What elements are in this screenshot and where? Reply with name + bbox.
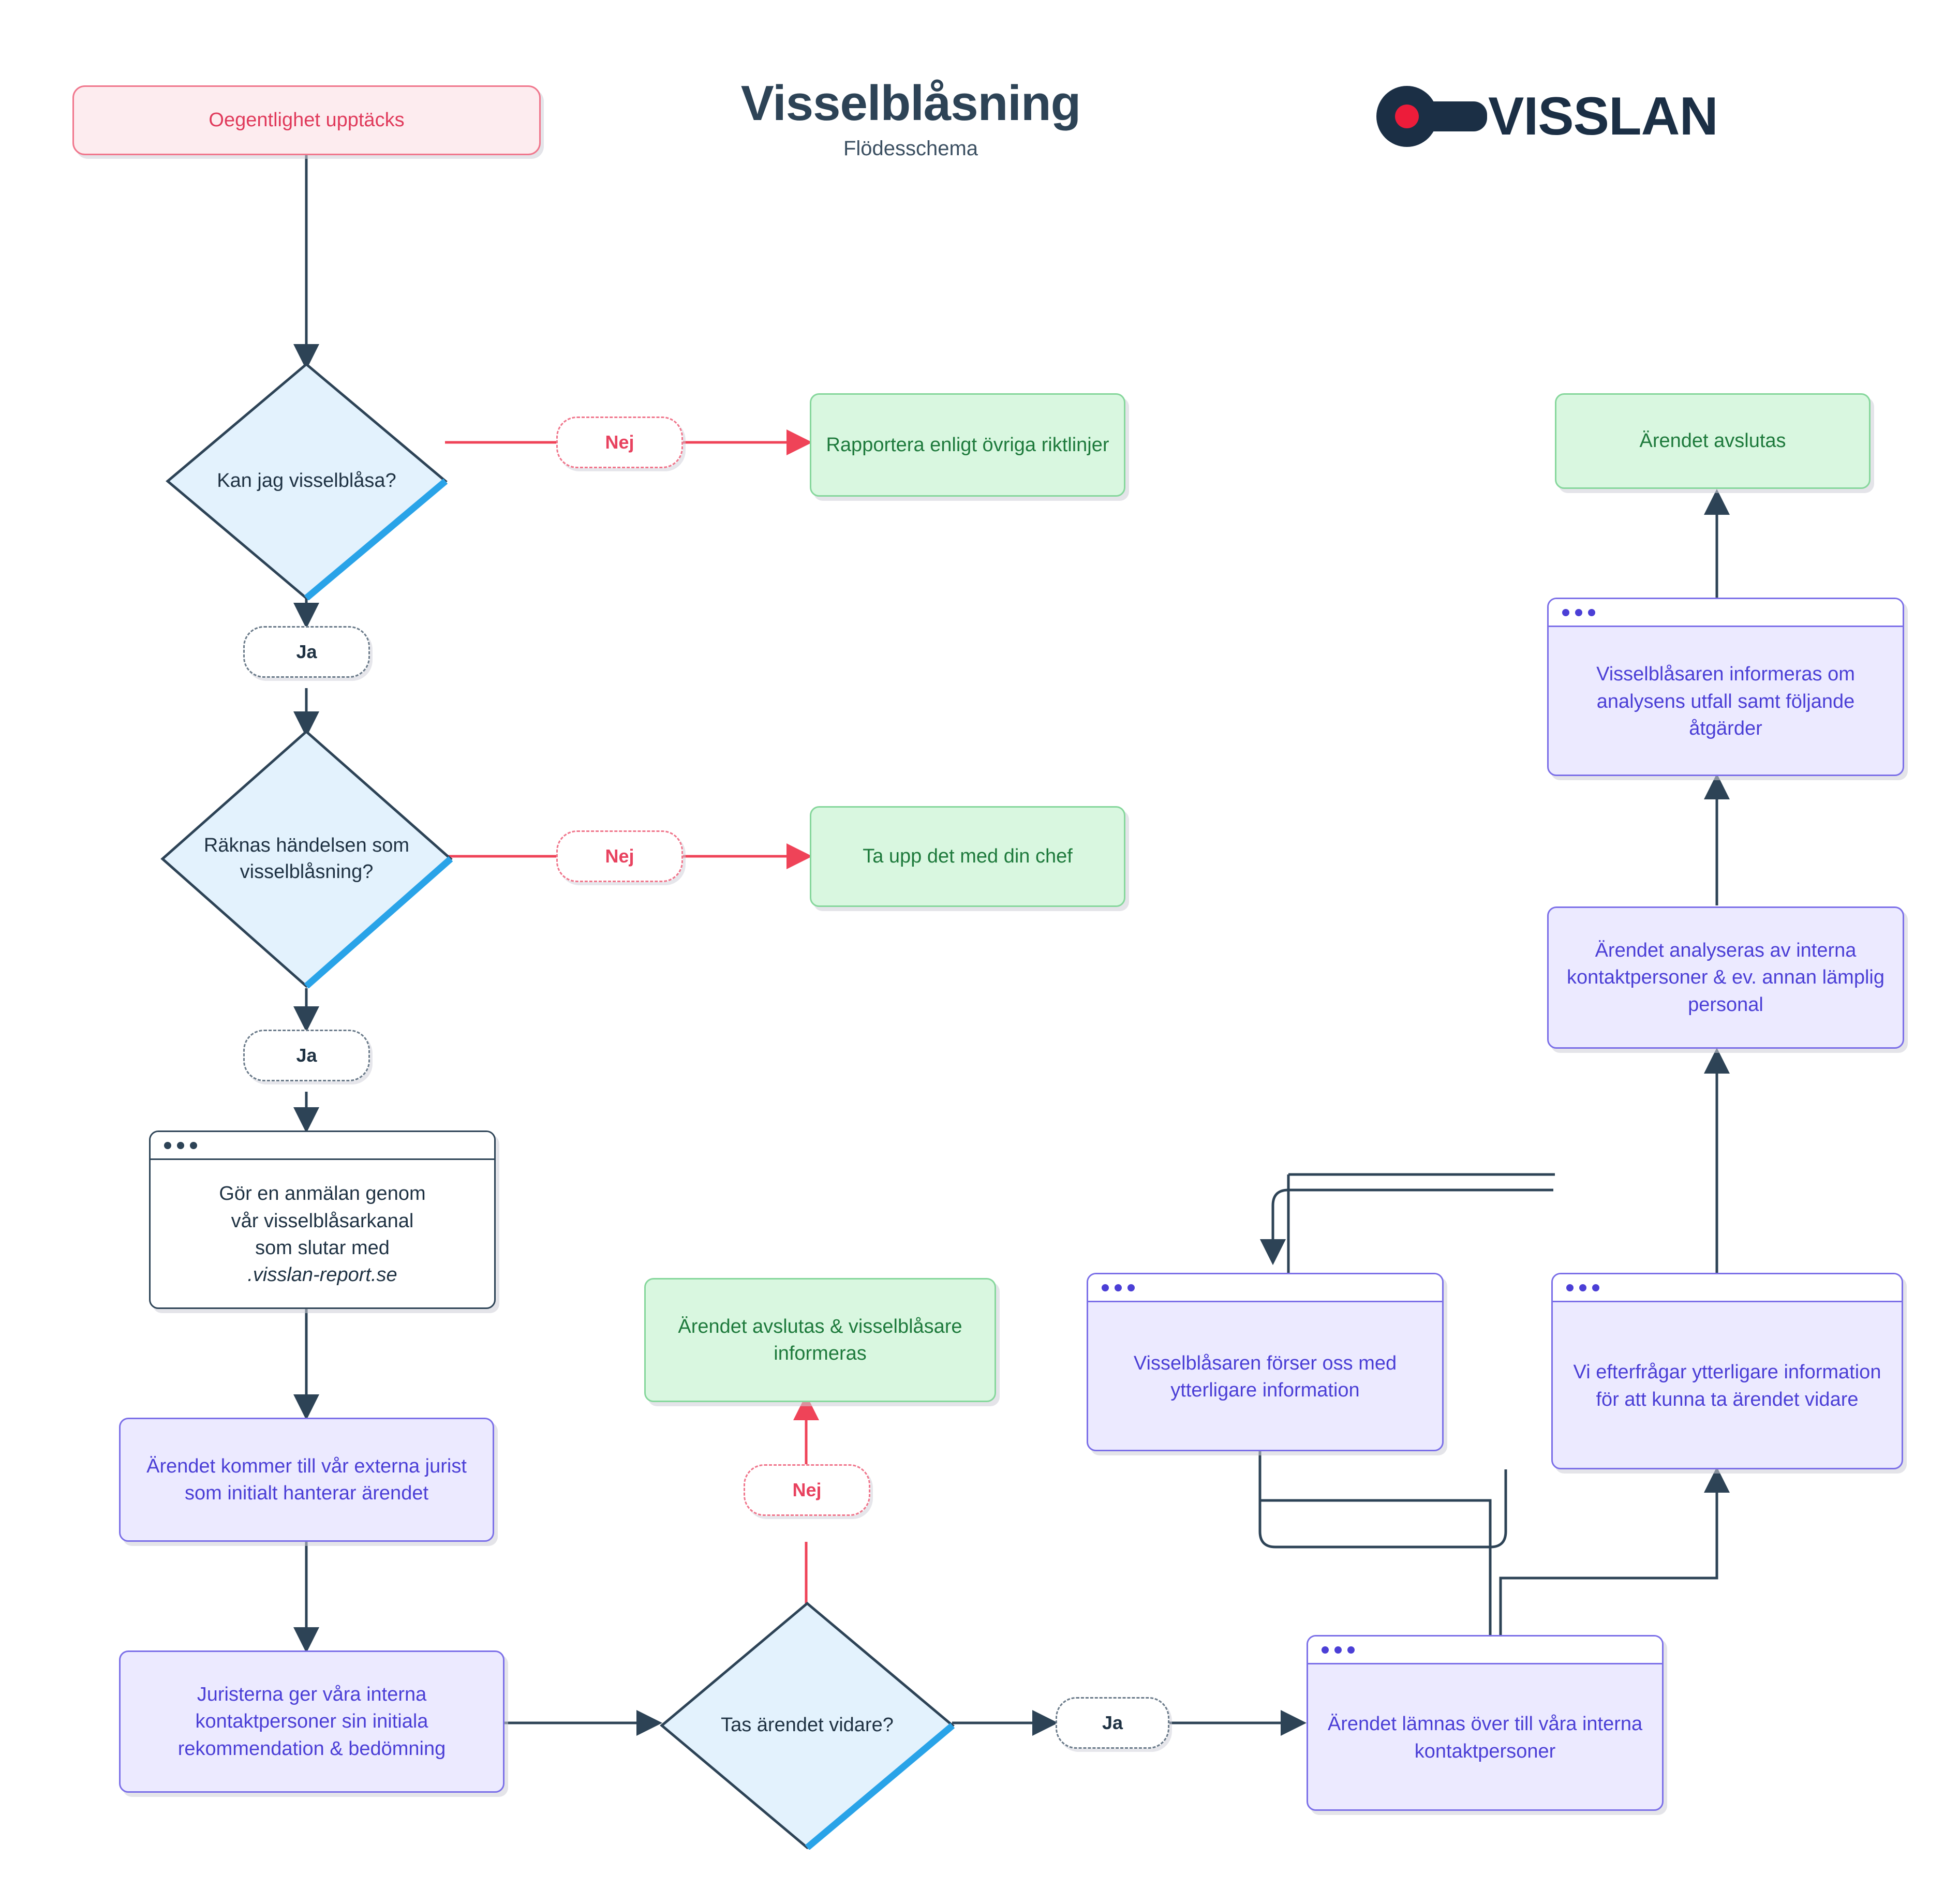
whistle-ring: [1376, 86, 1437, 147]
window-dot-icon: [190, 1142, 197, 1149]
whistle-logo-icon: [1376, 86, 1485, 147]
node-talk-to-manager-label: Ta upp det med din chef: [863, 845, 1073, 868]
window-dot-icon: [1566, 1284, 1574, 1291]
window-dot-icon: [1322, 1646, 1329, 1654]
node-decision-can-i-whistleblow: [166, 362, 448, 600]
window-dot-icon: [1127, 1284, 1135, 1291]
node-make-report: [149, 1130, 496, 1309]
window-chrome: [1308, 1637, 1662, 1664]
window-dot-icon: [1334, 1646, 1342, 1654]
node-whistleblower-provides-info-body: [1088, 1302, 1442, 1451]
node-case-closed-label: Ärendet avslutas: [1639, 430, 1786, 452]
window-chrome: [151, 1132, 494, 1160]
node-request-more-info-label: Vi efterfrågar ytterligare information för att kunna ta ärendet vidare: [1573, 1361, 1881, 1410]
window-dot-icon: [177, 1142, 184, 1149]
node-make-report-line2: vår visselblåsarkanal: [231, 1210, 414, 1232]
window-chrome: [1088, 1274, 1442, 1302]
node-start-label: Oegentlighet upptäcks: [209, 109, 405, 131]
node-external-lawyer: [119, 1418, 494, 1542]
node-talk-to-manager: [810, 806, 1125, 907]
window-dot-icon: [1592, 1284, 1599, 1291]
node-inform-whistleblower-label: Visselblåsaren informeras om analysens utfall samt följande åtgärder: [1596, 663, 1855, 740]
logo-wordmark: VISSLAN: [1488, 86, 1718, 146]
node-lawyer-recommendation-label: Juristerna ger våra interna kontaktpersoner sin initiala rekommendation & bedömning: [177, 1683, 446, 1760]
window-dot-icon: [1115, 1284, 1122, 1291]
node-whistleblower-provides-info-label: Visselblåsaren förser oss med ytterligare information: [1133, 1352, 1397, 1401]
node-handover-internal-body: [1308, 1664, 1662, 1811]
node-request-more-info: [1551, 1273, 1903, 1469]
node-decision-counts-as-whistleblowing: [160, 730, 453, 988]
window-dot-icon: [1102, 1284, 1109, 1291]
page-title: Visselblåsning: [740, 76, 1081, 131]
node-inform-whistleblower-body: [1549, 627, 1903, 776]
title-block: [636, 78, 1185, 160]
window-dot-icon: [1579, 1284, 1586, 1291]
node-decision-proceed: [660, 1601, 955, 1850]
node-case-analysis-label: Ärendet analyseras av interna kontaktpersoner & ev. annan lämplig personal: [1567, 939, 1884, 1016]
window-dot-icon: [164, 1142, 171, 1149]
node-report-other-guidelines: [810, 393, 1125, 497]
node-case-closed-informed-label: Ärendet avslutas & visselblåsare informeras: [678, 1315, 962, 1364]
page-subtitle: Flödesschema: [843, 137, 978, 160]
node-request-more-info-body: [1553, 1302, 1902, 1469]
window-dot-icon: [1588, 609, 1595, 616]
edge-label-yes-1: Ja: [243, 626, 370, 678]
window-dot-icon: [1562, 609, 1569, 616]
window-chrome: [1549, 599, 1903, 627]
node-make-report-channel: .visslan-report.se: [247, 1264, 397, 1286]
node-decision-3-label: Tas ärendet vidare?: [721, 1714, 894, 1736]
edge-label-no-2: Nej: [556, 830, 683, 882]
node-case-closed: [1555, 393, 1871, 489]
node-make-report-line3: som slutar med: [255, 1237, 390, 1259]
node-make-report-line1: Gör en anmälan genom: [219, 1183, 426, 1205]
window-chrome: [1553, 1274, 1902, 1302]
node-decision-1-label: Kan jag visselblåsa?: [217, 470, 396, 492]
edge-label-no-3: Nej: [744, 1464, 870, 1516]
node-handover-internal-label: Ärendet lämnas över till våra interna kontaktpersoner: [1327, 1713, 1643, 1762]
node-lawyer-recommendation: [119, 1650, 504, 1793]
node-whistleblower-provides-info: [1087, 1273, 1444, 1451]
node-make-report-body: [151, 1160, 494, 1309]
node-start: [72, 85, 541, 155]
node-inform-whistleblower: [1547, 598, 1904, 776]
window-dot-icon: [1575, 609, 1582, 616]
node-external-lawyer-label: Ärendet kommer till vår externa jurist som initialt hanterar ärendet: [146, 1455, 467, 1504]
node-case-analysis: [1547, 906, 1904, 1049]
edge-label-yes-2: Ja: [243, 1030, 370, 1081]
brand-logo: [1376, 83, 1842, 150]
edge-label-yes-3: Ja: [1056, 1697, 1169, 1749]
node-handover-internal: [1307, 1635, 1664, 1811]
window-dot-icon: [1347, 1646, 1355, 1654]
node-decision-2-label: Räknas händelsen som visselblåsning?: [203, 834, 410, 883]
node-case-closed-informed: [644, 1278, 996, 1402]
node-report-other-guidelines-label: Rapportera enligt övriga riktlinjer: [826, 434, 1109, 456]
edge-label-no-1: Nej: [556, 416, 683, 468]
